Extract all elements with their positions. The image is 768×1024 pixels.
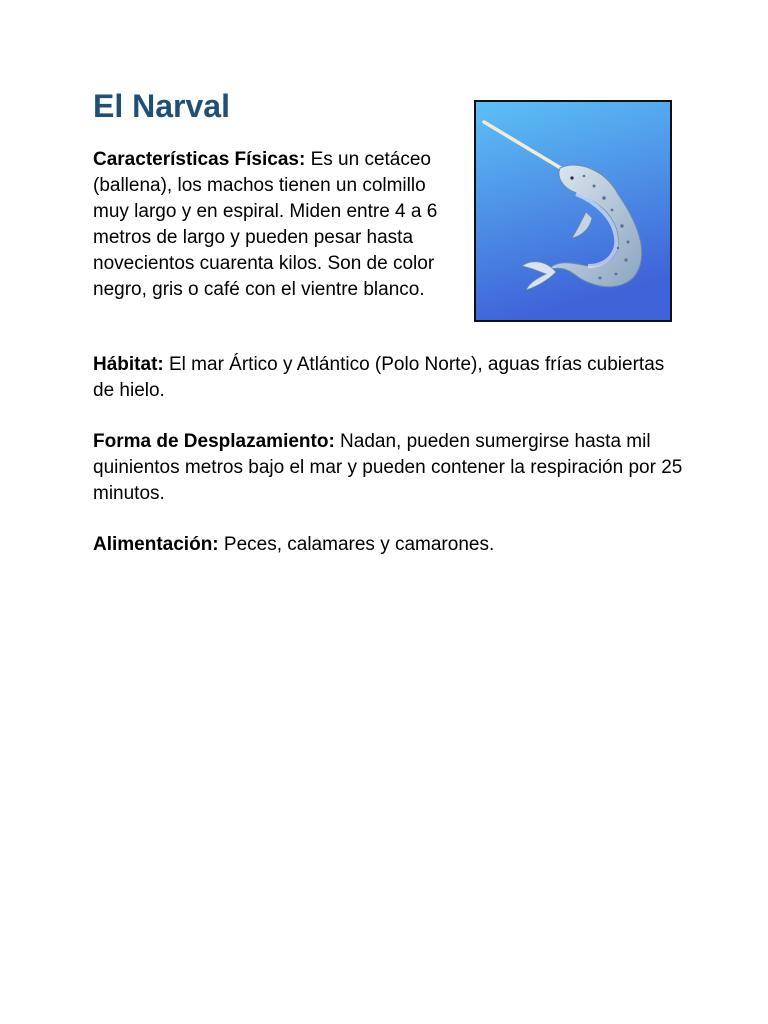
page-title: El Narval (93, 88, 230, 124)
section-text: Nadan, pueden sumergirse hasta mil quinientos metros bajo el mar y pueden contener la respiración por 25 minutos. (93, 431, 683, 504)
section-text: Es un cetáceo (ballena), los machos tienen un colmillo muy largo y en espiral. Miden entre 4 a 6 metros de largo y pueden pesar hasta novecientos cuarenta kilos. Son de color negro, gris o café con el vientre blanco. (93, 149, 438, 300)
section-locomotion (93, 429, 683, 507)
section-text: Peces, calamares y camarones. (218, 534, 495, 555)
section-habitat (93, 352, 683, 404)
section-physical-features (93, 147, 465, 303)
section-label: Forma de Desplazamiento: (93, 431, 335, 452)
section-text: El mar Ártico y Atlántico (Polo Norte), aguas frías cubiertas de hielo. (93, 354, 665, 401)
section-label: Características Físicas: (93, 149, 306, 170)
narwhal-image (474, 100, 672, 322)
section-label: Alimentación: (93, 534, 219, 555)
section-label: Hábitat: (93, 354, 164, 375)
section-diet (93, 532, 683, 558)
